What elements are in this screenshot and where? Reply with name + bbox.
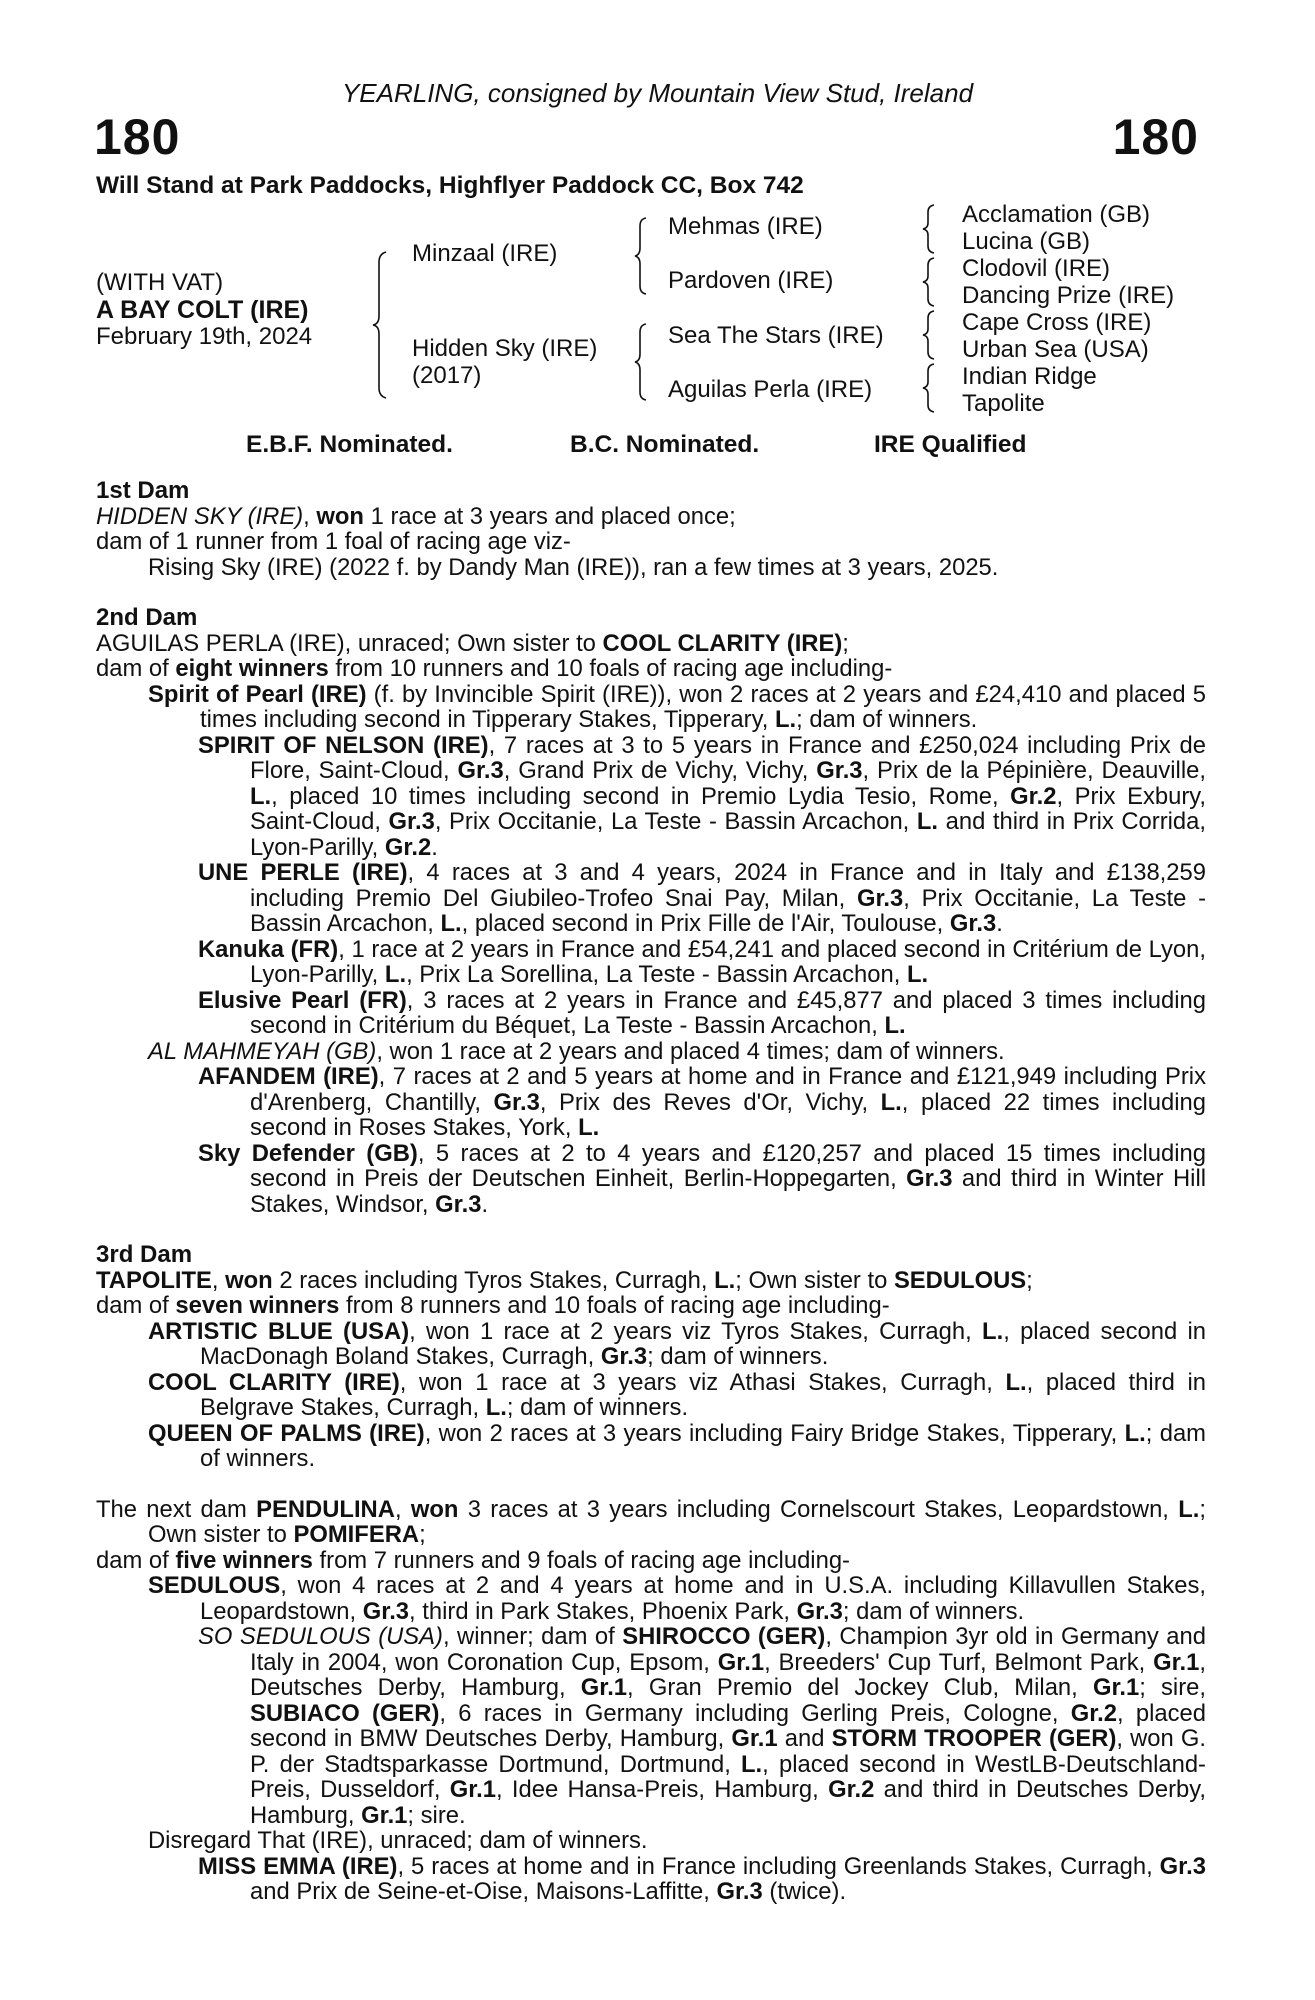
produce-artistic-blue: ARTISTIC BLUE (USA), won 1 race at 2 years viz Tyros Stakes, Curragh, L., placed second in MacDonagh Boland Stakes, Curragh, Gr.3; dam of winners. bbox=[148, 1317, 1207, 1370]
bc-badge: B.C. Nominated. bbox=[570, 431, 760, 458]
pedigree-dam-year: (2017) bbox=[412, 362, 482, 389]
pedigree-sss: Acclamation (GB) bbox=[962, 201, 1151, 228]
pedigree-dam: Hidden Sky (IRE) bbox=[412, 335, 598, 362]
pedigree-sdd: Dancing Prize (IRE) bbox=[962, 282, 1175, 309]
next-dam-intro: The next dam PENDULINA, won 3 races at 3 years including Cornelscourt Stakes, Leopardstown, L.; Own sister to POMIFERA; bbox=[96, 1495, 1206, 1548]
produce-elusive-pearl: Elusive Pearl (FR), 3 races at 2 years in France and £45,877 and placed 3 times including second in Critérium du Béquet, La Teste - Bassin Arcachon, L. bbox=[198, 986, 1206, 1039]
first-dam-foal: Rising Sky (IRE) (2022 f. by Dandy Man (IRE)), ran a few times at 3 years, 2025. bbox=[148, 553, 999, 581]
produce-queen-of-palms: QUEEN OF PALMS (IRE), won 2 races at 3 years including Fairy Bridge Stakes, Tipperary, L.; dam of winners. bbox=[148, 1419, 1206, 1472]
first-dam-produce: dam of 1 runner from 1 foal of racing age viz- bbox=[96, 528, 571, 555]
third-dam-intro: TAPOLITE, won 2 races including Tyros Stakes, Curragh, L.; Own sister to SEDULOUS; bbox=[96, 1266, 1033, 1294]
pedigree-bracket-ds bbox=[922, 309, 938, 361]
catalogue-body bbox=[96, 478, 1206, 1905]
pedigree-sire-sire: Mehmas (IRE) bbox=[668, 213, 823, 240]
pedigree-sds: Clodovil (IRE) bbox=[962, 255, 1111, 282]
pedigree-ddd: Tapolite bbox=[962, 390, 1045, 417]
produce-disregard-that: Disregard That (IRE), unraced; dam of winners. bbox=[148, 1827, 648, 1854]
produce-al-mahmeyah: AL MAHMEYAH (GB), won 1 race at 2 years and placed 4 times; dam of winners. bbox=[148, 1037, 1005, 1065]
produce-so-sedulous: SO SEDULOUS (USA), winner; dam of SHIROCCO (GER), Champion 3yr old in Germany and Italy in 2004, won Coronation Cup, Epsom, Gr.1, Breeders' Cup Turf, Belmont Park, Gr.1, Deutsches Derby, Hamburg, Gr.1, Gran Premio del Jockey Club, Milan, Gr.1; sire, SUBIACO (GER), 6 races in Germany including Gerling Preis, Cologne, Gr.2, placed second in BMW Deutsches Derby, Hamburg, Gr.1 and STORM TROOPER (GER), won G. P. der Stadtsparkasse Dortmund, Dortmund, L., placed second in WestLB-Deutschland-Preis, Dusseldorf, Gr.1, Idee Hansa-Preis, Hamburg, Gr.2 and third in Deutsches Derby, Hamburg, Gr.1; sire. bbox=[198, 1623, 1207, 1829]
lot-number-right: 180 bbox=[1112, 109, 1199, 165]
consignment-line: YEARLING, consigned by Mountain View Stud, Ireland bbox=[341, 78, 974, 108]
pedigree-dds: Indian Ridge bbox=[962, 363, 1097, 390]
pedigree-ssd: Lucina (GB) bbox=[962, 228, 1091, 255]
stand-location: Will Stand at Park Paddocks, Highflyer Paddock CC, Box 742 bbox=[96, 172, 804, 199]
pedigree-dss: Cape Cross (IRE) bbox=[962, 309, 1152, 336]
pedigree-sire-dam: Pardoven (IRE) bbox=[668, 267, 834, 294]
third-dam-heading: 3rd Dam bbox=[96, 1241, 193, 1268]
pedigree-bracket-ss bbox=[922, 203, 938, 255]
horse-name: A BAY COLT (IRE) bbox=[96, 296, 309, 324]
produce-spirit-of-nelson: SPIRIT OF NELSON (IRE), 7 races at 3 to 5 years in France and £250,024 including Prix de Flore, Saint-Cloud, Gr.3, Grand Prix de Vichy, Vichy, Gr.3, Prix de la Pépinière, Deauville, L., placed 10 times including second in Premio Lydia Tesio, Rome, Gr.2, Prix Exbury, Saint-Cloud, Gr.3, Prix Occitanie, La Teste - Bassin Arcachon, L. and third in Prix Corrida, Lyon-Parilly, Gr.2. bbox=[198, 731, 1206, 861]
pedigree-dam-dam: Aguilas Perla (IRE) bbox=[668, 376, 873, 403]
pedigree-bracket-sd bbox=[922, 256, 938, 308]
second-dam-heading: 2nd Dam bbox=[96, 604, 198, 631]
horse-dob: February 19th, 2024 bbox=[96, 323, 313, 350]
pedigree-sire: Minzaal (IRE) bbox=[412, 240, 558, 267]
lot-number-left: 180 bbox=[94, 109, 181, 165]
pedigree-bracket-dd bbox=[922, 362, 938, 414]
pedigree-dam-sire: Sea The Stars (IRE) bbox=[668, 322, 884, 349]
vat-note: (WITH VAT) bbox=[96, 269, 224, 296]
produce-sky-defender: Sky Defender (GB), 5 races at 2 to 4 years and £120,257 and placed 15 times including second in Preis der Deutschen Einheit, Berlin-Hoppegarten, Gr.3 and third in Winter Hill Stakes, Windsor, Gr.3. bbox=[198, 1139, 1207, 1218]
produce-une-perle: UNE PERLE (IRE), 4 races at 3 and 4 years, 2024 in France and in Italy and £138,259 including Premio Del Giubileo-Trofeo Snai Pay, Milan, Gr.3, Prix Occitanie, La Teste - Bassin Arcachon, L., placed second in Prix Fille de l'Air, Toulouse, Gr.3. bbox=[198, 859, 1207, 937]
next-dam-produce: dam of five winners from 7 runners and 9 foals of racing age including- bbox=[96, 1546, 850, 1574]
third-dam-produce: dam of seven winners from 8 runners and 10 foals of racing age including- bbox=[96, 1292, 890, 1319]
pedigree-bracket-dam bbox=[634, 322, 650, 402]
produce-kanuka: Kanuka (FR), 1 race at 2 years in France and £54,241 and placed second in Critérium de Lyon, Lyon-Parilly, L., Prix La Sorellina, La Teste - Bassin Arcachon, L. bbox=[198, 935, 1206, 988]
produce-sedulous: SEDULOUS, won 4 races at 2 and 4 years at home and in U.S.A. including Killavullen Stakes, Leopardstown, Gr.3, third in Park Stakes, Phoenix Park, Gr.3; dam of winners. bbox=[148, 1572, 1206, 1625]
produce-miss-emma: MISS EMMA (IRE), 5 races at home and in France including Greenlands Stakes, Curragh, Gr.3 and Prix de Seine-et-Oise, Maisons-Laffitte, Gr.3 (twice). bbox=[198, 1852, 1206, 1905]
produce-afandem: AFANDEM (IRE), 7 races at 2 and 5 years at home and in France and £121,949 including Prix d'Arenberg, Chantilly, Gr.3, Prix des Reves d'Or, Vichy, L., placed 22 times including second in Roses Stakes, York, L. bbox=[198, 1063, 1206, 1141]
first-dam-heading: 1st Dam bbox=[96, 477, 190, 504]
pedigree-bracket-main bbox=[372, 250, 392, 400]
ire-badge: IRE Qualified bbox=[874, 431, 1027, 458]
pedigree-dsd: Urban Sea (USA) bbox=[962, 336, 1149, 363]
ebf-badge: E.B.F. Nominated. bbox=[246, 431, 453, 458]
pedigree-bracket-sire bbox=[634, 216, 650, 296]
produce-cool-clarity: COOL CLARITY (IRE), won 1 race at 3 years viz Athasi Stakes, Curragh, L., placed third in Belgrave Stakes, Curragh, L.; dam of winners. bbox=[148, 1368, 1206, 1421]
second-dam-produce: dam of eight winners from 10 runners and 10 foals of racing age including- bbox=[96, 655, 893, 682]
produce-spirit-of-pearl: Spirit of Pearl (IRE) (f. by Invincible Spirit (IRE)), won 2 races at 2 years and £24,410 and placed 5 times including second in Tipperary Stakes, Tipperary, L.; dam of winners. bbox=[148, 680, 1206, 733]
second-dam-intro: AGUILAS PERLA (IRE), unraced; Own sister to COOL CLARITY (IRE); bbox=[96, 629, 849, 657]
first-dam-line: HIDDEN SKY (IRE), won 1 race at 3 years and placed once; bbox=[96, 502, 736, 530]
